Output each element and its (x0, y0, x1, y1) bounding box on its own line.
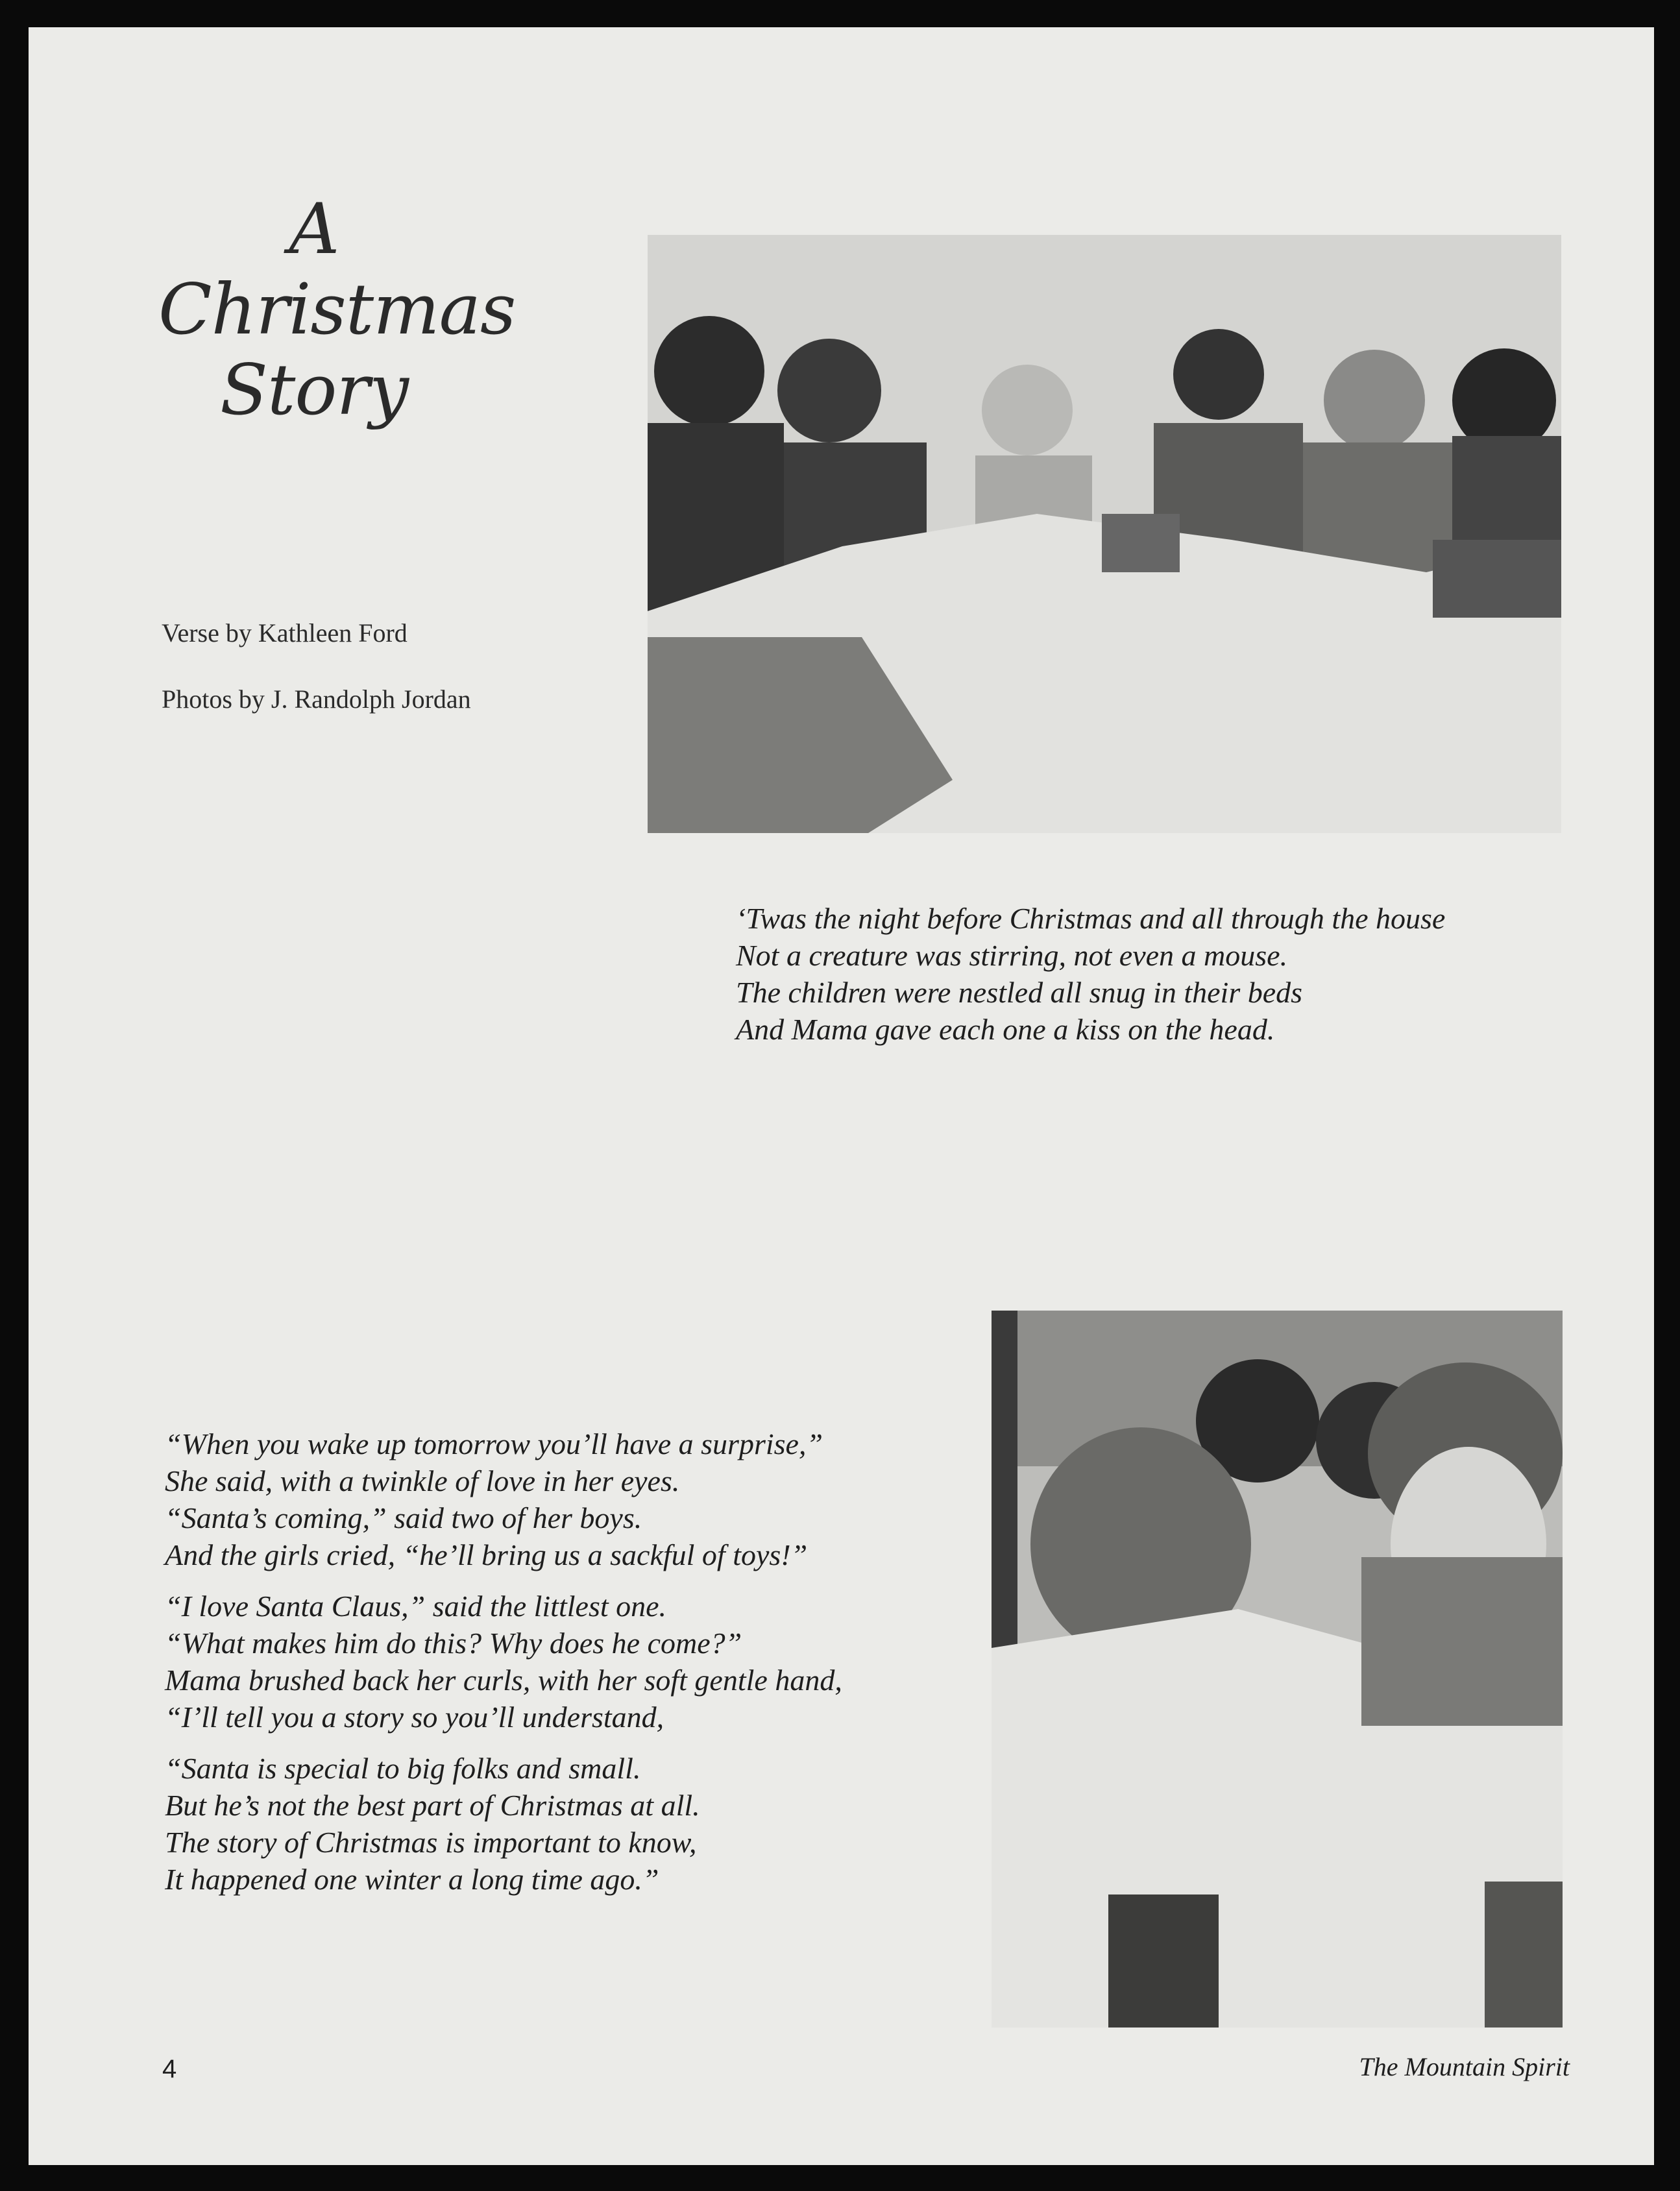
verse-line: “Santa is special to big folks and small. (165, 1752, 641, 1785)
children-whispering-photo (992, 1311, 1563, 2028)
page-number: 4 (162, 2055, 177, 2083)
verse-stanza-4 (165, 1750, 842, 1898)
verse-line: “I love Santa Claus,” said the littlest one. (165, 1590, 667, 1623)
verse-credit: Verse by Kathleen Ford (162, 618, 408, 648)
magazine-name: The Mountain Spirit (1359, 2052, 1570, 2081)
verse-line: She said, with a twinkle of love in her eyes. (165, 1464, 680, 1497)
verse-line: But he’s not the best part of Christmas at all. (165, 1789, 700, 1822)
article-title (158, 189, 516, 431)
photo-credit: Photos by J. Randolph Jordan (162, 684, 471, 714)
title-line: Christmas (158, 269, 516, 350)
verse-line: The story of Christmas is important to know, (165, 1826, 697, 1859)
magazine-page (29, 27, 1654, 2165)
title-line: Story (219, 350, 409, 431)
children-in-bed-photo (648, 235, 1561, 833)
verse-line: “Santa’s coming,” said two of her boys. (165, 1501, 642, 1534)
verse-line: ‘Twas the night before Christmas and all through the house (736, 902, 1446, 935)
verse-line: “When you wake up tomorrow you’ll have a surprise,” (165, 1427, 823, 1460)
title-line: A (289, 189, 339, 270)
verse-stanza-1 (736, 900, 1445, 1048)
verse-line: It happened one winter a long time ago.” (165, 1863, 659, 1896)
verse-line: Not a creature was stirring, not even a mouse. (736, 939, 1288, 972)
verse-line: Mama brushed back her curls, with her soft gentle hand, (165, 1664, 842, 1697)
verse-stanza-2 (165, 1425, 842, 1573)
verse-line: The children were nestled all snug in their beds (736, 976, 1303, 1009)
verse-bottom (165, 1425, 842, 1912)
verse-stanza-3 (165, 1588, 842, 1736)
verse-line: And Mama gave each one a kiss on the head. (736, 1013, 1275, 1046)
verse-line: “What makes him do this? Why does he come?” (165, 1627, 742, 1660)
verse-line: And the girls cried, “he’ll bring us a sackful of toys!” (165, 1538, 808, 1571)
verse-line: “I’ll tell you a story so you’ll understand, (165, 1701, 664, 1734)
